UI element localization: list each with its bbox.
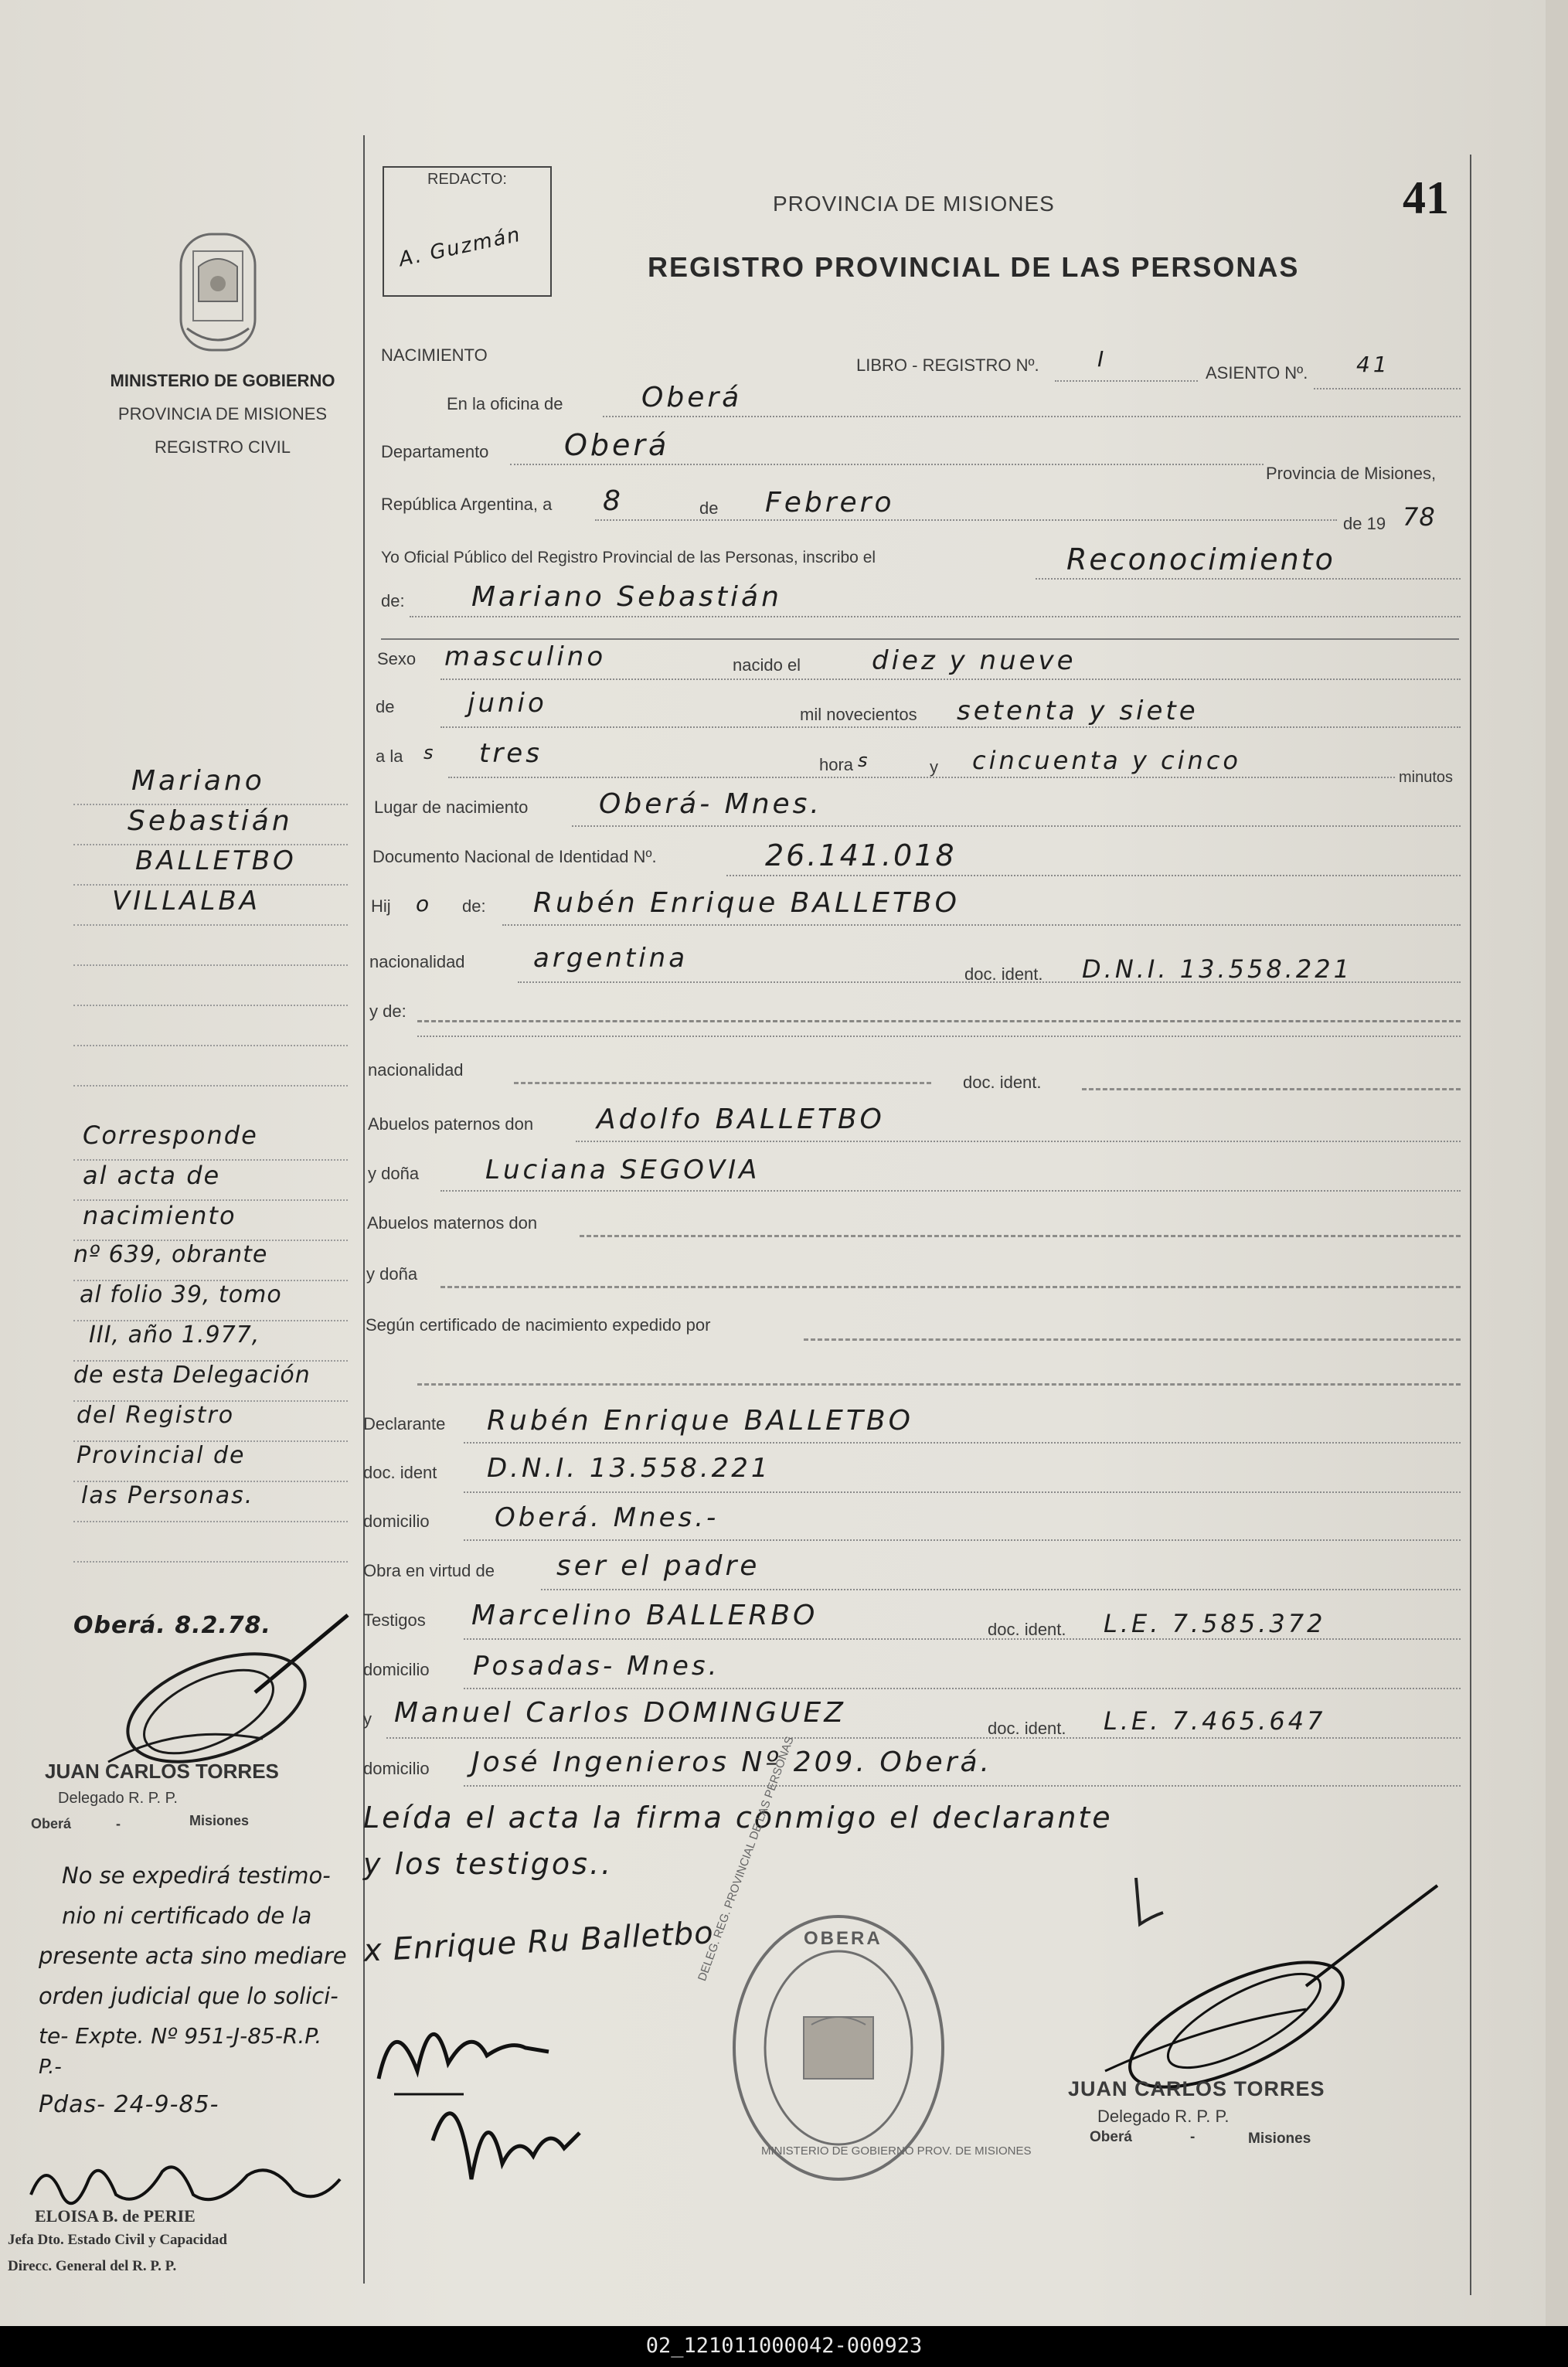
- abuelo-pat-line: [576, 1141, 1461, 1142]
- obra-value: ser el padre: [556, 1550, 760, 1582]
- page-edge: [1546, 0, 1568, 2326]
- nacido-label: nacido el: [733, 655, 801, 675]
- abuelos-mat-label: Abuelos maternos don: [367, 1213, 538, 1233]
- margin-note-8: del Registro: [77, 1402, 235, 1429]
- certificado-label: Según certificado de nacimiento expedido por: [366, 1315, 711, 1335]
- hora-line: [448, 777, 1395, 778]
- margin-line: [73, 1280, 348, 1281]
- header-province: PROVINCIA DE MISIONES: [773, 192, 1055, 216]
- madre-dash-line: [417, 1020, 1461, 1022]
- margin-line: [73, 844, 348, 845]
- margin-line: [73, 1199, 348, 1201]
- header-registry: REGISTRO PROVINCIAL DE LAS PERSONAS: [648, 251, 1300, 283]
- judicial-note-1: No se expedirá testimo-: [62, 1862, 331, 1889]
- declarante-line: [464, 1442, 1461, 1444]
- margin-note-5: al folio 39, tomo: [80, 1281, 282, 1308]
- lugar-value: Oberá- Mnes.: [599, 788, 822, 820]
- testigo2-line: [386, 1737, 1461, 1739]
- footer-bar: [0, 2326, 1568, 2367]
- dom-t1-line: [464, 1688, 1461, 1689]
- right-stamp-place-1: Oberá: [1090, 2129, 1132, 2145]
- ministry-line1: MINISTERIO DE GOBIERNO: [110, 371, 335, 390]
- doc-t2-value: L.E. 7.465.647: [1104, 1706, 1326, 1736]
- ydona2-dash: [440, 1286, 1461, 1288]
- act-type-label: NACIMIENTO: [381, 345, 488, 365]
- judicial-note-3: presente acta sino mediare: [39, 1943, 347, 1969]
- certificado-dash: [804, 1338, 1461, 1341]
- margin-note-9: Provincial de: [77, 1442, 246, 1469]
- left-stamp-place-2: Misiones: [189, 1813, 250, 1828]
- redacto-signature: A. Guzmán: [396, 223, 524, 272]
- nac-padre-label: nacionalidad: [369, 952, 465, 971]
- doc-t2-label: doc. ident.: [988, 1719, 1066, 1738]
- margin-line: [73, 1159, 348, 1161]
- page-number: 41: [1403, 172, 1449, 223]
- ministry-line2: PROVINCIA DE MISIONES: [117, 404, 328, 423]
- libro-line: [1055, 380, 1198, 382]
- horas-suffix: s: [858, 750, 868, 771]
- left-stamp-name: JUAN CARLOS TORRES: [45, 1760, 279, 1783]
- abuelo-pat-value: Adolfo BALLETBO: [597, 1104, 885, 1135]
- margin-line: [73, 1005, 348, 1006]
- margin-line: [73, 884, 348, 886]
- provincia-label: Provincia de Misiones,: [1266, 464, 1437, 483]
- right-stamp-place-2: Misiones: [1248, 2131, 1311, 2147]
- eloisa-line2: Direcc. General del R. P. P.: [8, 2258, 177, 2274]
- mes-value: Febrero: [765, 487, 895, 519]
- sexo-value: masculino: [444, 641, 607, 672]
- domicilio-line: [464, 1539, 1461, 1541]
- dia-value: 8: [603, 485, 624, 517]
- domicilio-label: domicilio: [363, 1512, 430, 1531]
- witness-signatures: [363, 1978, 688, 2210]
- docdecl-value: D.N.I. 13.558.221: [487, 1453, 771, 1484]
- departamento-value: Oberá: [564, 428, 670, 462]
- horas-label: hora: [819, 755, 854, 774]
- abuelos-pat-label: Abuelos paternos don: [368, 1114, 534, 1134]
- declarante-label: Declarante: [363, 1414, 446, 1433]
- inscribo-line: [1036, 578, 1461, 580]
- left-stamp-place-1: Oberá: [31, 1816, 72, 1831]
- testigo1-value: Marcelino BALLERBO: [471, 1600, 818, 1631]
- margin-note-4: nº 639, obrante: [73, 1241, 268, 1268]
- dom-t2-label: domicilio: [363, 1759, 430, 1778]
- abuelos-mat-dash: [580, 1235, 1461, 1237]
- closing-line-2: y los testigos..: [363, 1847, 614, 1881]
- padre-value: Rubén Enrique BALLETBO: [533, 887, 960, 919]
- yde-label: y de:: [369, 1002, 406, 1021]
- docdecl-label: doc. ident: [363, 1463, 437, 1482]
- ministry-line3: REGISTRO CIVIL: [154, 437, 291, 457]
- fecha-line: [595, 519, 1337, 521]
- departamento-label: Departamento: [381, 442, 489, 461]
- madre-line: [417, 1036, 1461, 1037]
- left-stamp-dash: -: [116, 1816, 121, 1831]
- margin-name-2: Sebastián: [128, 805, 293, 837]
- nombre-line: [410, 616, 1461, 617]
- asiento-line: [1314, 388, 1461, 389]
- de2-label: de: [376, 697, 395, 716]
- doc-t1-value: L.E. 7.585.372: [1104, 1609, 1326, 1638]
- nac-madre-dash: [514, 1082, 931, 1084]
- hora-value: tres: [479, 738, 543, 769]
- margin-note-2: al acta de: [83, 1161, 221, 1190]
- margin-note-3: nacimiento: [83, 1201, 236, 1230]
- margin-note-6: III, año 1.977,: [89, 1321, 260, 1348]
- alas-label: a la: [376, 746, 403, 766]
- doc-padre-value: D.N.I. 13.558.221: [1082, 954, 1352, 984]
- redacto-box: [383, 166, 552, 297]
- margin-name-4: VILLALBA: [112, 886, 260, 917]
- judicial-note-2: nio ni certificado de la: [62, 1903, 312, 1929]
- seal-top-text: DELEG. REG. PROVINCIAL DE LAS PERSONAS: [696, 1734, 797, 1983]
- mil-label: mil novecientos: [800, 705, 917, 724]
- libro-label: LIBRO - REGISTRO Nº.: [856, 355, 1039, 375]
- margin-note-1: Corresponde: [83, 1121, 258, 1150]
- republica-label: República Argentina, a: [381, 495, 553, 514]
- ydona2-label: y doña: [366, 1264, 418, 1284]
- doc-madre-label: doc. ident.: [963, 1073, 1042, 1092]
- judicial-note-7: Pdas- 24-9-85-: [39, 2091, 219, 2118]
- obra-line: [541, 1589, 1461, 1590]
- margin-line: [73, 1561, 348, 1563]
- margin-line: [73, 1240, 348, 1241]
- lugar-line: [572, 825, 1461, 827]
- sexo-label: Sexo: [377, 649, 417, 668]
- minutos-label: minutos: [1399, 769, 1454, 786]
- eloisa-line1: Jefa Dto. Estado Civil y Capacidad: [8, 2232, 227, 2248]
- image-code: 02_121011000042-000923: [645, 2334, 923, 2358]
- margin-line: [73, 1440, 348, 1442]
- eloisa-name: ELOISA B. de PERIE: [35, 2206, 196, 2226]
- redacto-label: REDACTO:: [427, 171, 507, 188]
- margin-line: [73, 1085, 348, 1087]
- margin-note-7: de esta Delegación: [73, 1362, 311, 1389]
- nombre-value: Mariano Sebastián: [471, 581, 782, 613]
- oficina-line: [603, 416, 1461, 417]
- hijo-suffix: o: [416, 891, 430, 917]
- doc-t1-label: doc. ident.: [988, 1620, 1066, 1639]
- certificado-dash-2: [417, 1383, 1461, 1386]
- inscribo-label: Yo Oficial Público del Registro Provincial de las Personas, inscribo el: [381, 549, 876, 566]
- anio-nac-value: setenta y siete: [957, 695, 1199, 726]
- margin-line: [73, 1360, 348, 1362]
- y-label: y: [930, 757, 938, 777]
- separator-line: [381, 638, 1459, 640]
- dni-label: Documento Nacional de Identidad Nº.: [372, 847, 657, 866]
- libro-value: I: [1097, 346, 1107, 372]
- mes-nac-value: junio: [468, 688, 547, 719]
- margin-line: [73, 1045, 348, 1046]
- margin-note-date: Oberá. 8.2.78.: [73, 1612, 271, 1639]
- minutos-value: cincuenta y cinco: [972, 746, 1241, 775]
- margin-line: [73, 1481, 348, 1482]
- dom-t1-label: domicilio: [363, 1660, 430, 1679]
- hijo-de-label: de:: [462, 896, 486, 916]
- sexo-line: [440, 678, 1461, 680]
- declarante-signature: x Enrique Ru Balletbo: [362, 1915, 715, 1969]
- nac-padre-line: [518, 981, 1461, 983]
- obra-label: Obra en virtud de: [363, 1561, 495, 1580]
- margin-line: [73, 1400, 348, 1402]
- margin-line: [73, 1320, 348, 1321]
- margin-line: [73, 924, 348, 926]
- closing-line-1: Leída el acta la firma conmigo el declarante: [363, 1801, 1113, 1835]
- judicial-note-5: te- Expte. Nº 951-J-85-R.P.: [39, 2023, 322, 2049]
- margin-note-10: las Personas.: [81, 1482, 254, 1509]
- oficina-label: En la oficina de: [447, 394, 563, 413]
- testigo2-value: Manuel Carlos DOMINGUEZ: [394, 1697, 846, 1729]
- dni-value: 26.141.018: [765, 838, 957, 872]
- judicial-note-4: orden judicial que lo solici-: [39, 1983, 338, 2009]
- testigos-label: Testigos: [363, 1610, 426, 1630]
- right-stamp-dash: -: [1190, 2129, 1196, 2145]
- left-stamp-title: Delegado R. P. P.: [58, 1790, 178, 1807]
- dni-line: [726, 875, 1461, 876]
- dom-t2-line: [464, 1785, 1461, 1787]
- padre-line: [502, 924, 1461, 926]
- declarante-value: Rubén Enrique BALLETBO: [487, 1405, 913, 1437]
- testigo1-line: [464, 1638, 1461, 1640]
- docdecl-line: [464, 1491, 1461, 1493]
- margin-name-1: Mariano: [131, 765, 265, 797]
- coat-of-arms-icon: [164, 228, 272, 359]
- ydona-label: y doña: [368, 1164, 420, 1183]
- hijo-label: Hij: [371, 896, 391, 916]
- de19-label: de 19: [1343, 514, 1386, 533]
- dom-t1-value: Posadas- Mnes.: [473, 1651, 720, 1682]
- right-rule: [1470, 155, 1471, 2295]
- margin-line: [73, 804, 348, 805]
- de-label: de: [699, 498, 719, 518]
- right-stamp-name: JUAN CARLOS TORRES: [1068, 2077, 1325, 2100]
- domicilio-value: Oberá. Mnes.-: [495, 1502, 719, 1533]
- right-stamp-title: Delegado R. P. P.: [1097, 2107, 1230, 2126]
- seal-bottom-text: MINISTERIO DE GOBIERNO PROV. DE MISIONES: [761, 2144, 1032, 2158]
- dom-t2-value: José Ingenieros Nº 209. Oberá.: [471, 1746, 992, 1778]
- asiento-value: 41: [1356, 352, 1390, 377]
- nombre-label: de:: [381, 591, 405, 610]
- seal-mid-text: OBERA: [804, 1928, 883, 1949]
- judicial-note-6: P.-: [39, 2056, 62, 2079]
- nac-padre-value: argentina: [533, 943, 689, 974]
- abuela-pat-value: Luciana SEGOVIA: [485, 1155, 760, 1185]
- margin-name-3: BALLETBO: [135, 845, 297, 876]
- doc-madre-dash: [1082, 1088, 1461, 1090]
- nac-madre-label: nacionalidad: [368, 1060, 464, 1080]
- y2-label: y: [363, 1709, 372, 1729]
- nacido-value: diez y nueve: [872, 645, 1077, 676]
- doc-padre-label: doc. ident.: [964, 964, 1043, 984]
- anio-line: [440, 726, 1461, 728]
- asiento-label: ASIENTO Nº.: [1206, 363, 1308, 383]
- lugar-label: Lugar de nacimiento: [374, 798, 529, 817]
- margin-line: [73, 964, 348, 966]
- alas-suffix: s: [423, 742, 434, 763]
- right-delegate-signature: [1051, 1870, 1453, 2102]
- abuela-pat-line: [440, 1190, 1461, 1192]
- oficina-value: Oberá: [641, 382, 743, 413]
- departamento-line: [510, 464, 1264, 465]
- margin-line: [73, 1521, 348, 1522]
- inscribo-value: Reconocimiento: [1066, 542, 1335, 576]
- anio-value: 78: [1403, 502, 1436, 532]
